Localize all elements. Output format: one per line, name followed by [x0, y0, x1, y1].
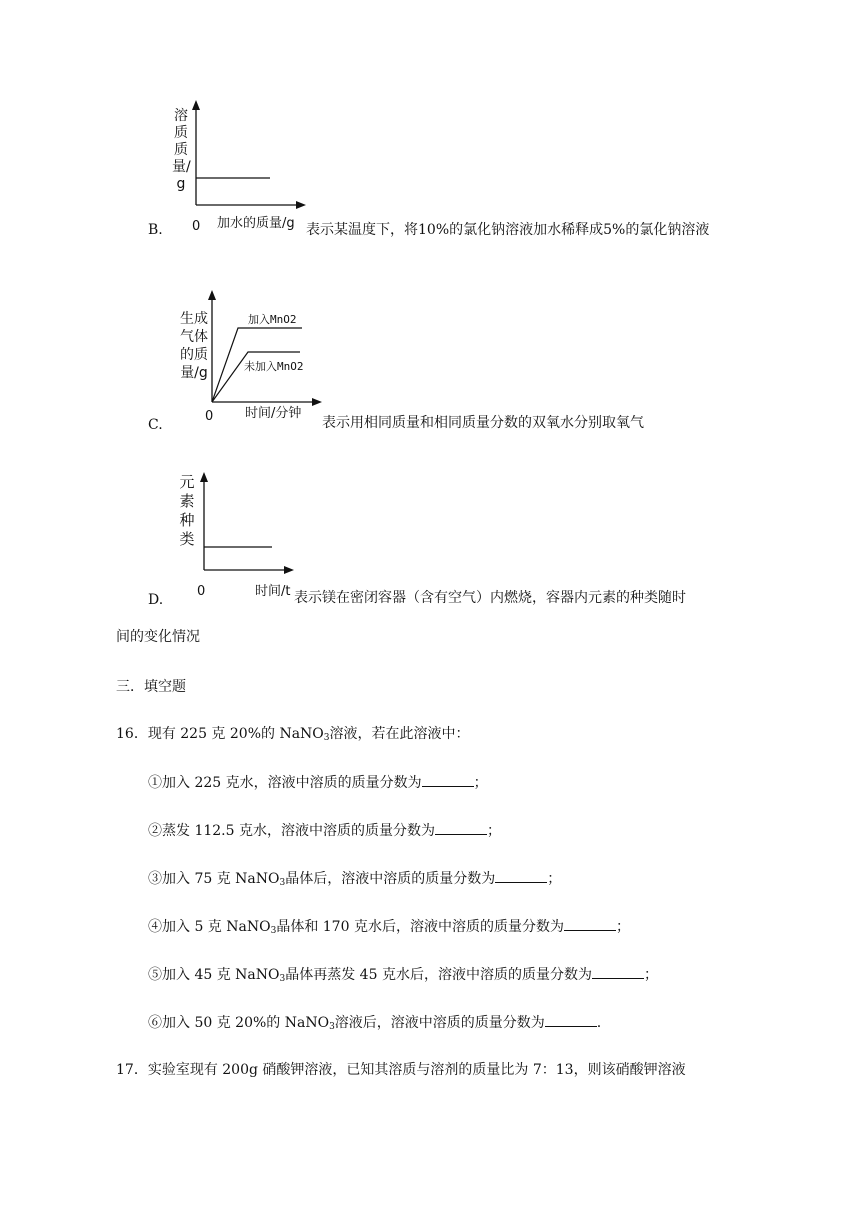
q17-text: 17．实验室现有 200g 硝酸钾溶液，已知其溶质与溶剂的质量比为 7：13，则该硝酸钾溶液: [116, 1062, 686, 1078]
answer-blank[interactable]: [545, 1012, 597, 1027]
c-curve-lower-label: 未加入MnO2: [244, 360, 304, 373]
q16-item-4: ④加入 5 克 NaNO$_3$晶体和 170 克水后，溶液中溶质的质量分数为 ；: [148, 916, 630, 941]
b-origin: 0: [192, 219, 201, 234]
answer-blank[interactable]: [435, 820, 487, 835]
c-origin: 0: [205, 409, 214, 424]
q16-item-3: ③加入 75 克 NaNO$_3$晶体后，溶液中溶质的质量分数为 ；: [148, 868, 561, 893]
q16-item-6: ⑥加入 50 克 20%的 NaNO$_3$溶液后，溶液中溶质的质量分数为 .: [148, 1012, 601, 1037]
q16-item-2: ②蒸发 112.5 克水，溶液中溶质的质量分数为 ；: [148, 820, 501, 841]
answer-blank[interactable]: [495, 868, 547, 883]
q16-item-1: ①加入 225 克水，溶液中溶质的质量分数为 ；: [148, 772, 488, 793]
c-y-axis-label: 生成气体的质量/g: [180, 311, 208, 381]
b-y-axis-label: 溶质质量/g: [172, 108, 191, 192]
q16-stem-sub: 3: [323, 733, 330, 743]
q16-stem-suffix: 溶液，若在此溶液中：: [329, 726, 470, 742]
d-letter: D.: [148, 592, 164, 608]
q16-item-5: ⑤加入 45 克 NaNO$_3$晶体再蒸发 45 克水后，溶液中溶质的质量分数为 ；: [148, 964, 658, 989]
d-y-axis-label: 元素种类: [179, 473, 195, 548]
d-origin: 0: [197, 584, 206, 599]
answer-blank[interactable]: [422, 772, 474, 787]
c-x-axis-label: 时间/分钟: [245, 406, 302, 421]
answer-blank[interactable]: [592, 964, 644, 979]
c-letter: C.: [148, 417, 163, 433]
q16-stem: [116, 724, 470, 748]
b-description: 表示某温度下，将10%的氯化钠溶液加水稀释成5%的氯化钠溶液: [306, 222, 710, 238]
q16-stem-prefix: 16．现有 225 克 20%的 NaNO: [116, 726, 324, 742]
answer-blank[interactable]: [564, 916, 616, 931]
d-description-line2: 间的变化情况: [116, 629, 200, 645]
section-title: 三．填空题: [116, 679, 186, 695]
c-curve-upper-label: 加入MnO2: [248, 313, 297, 326]
d-x-axis-label: 时间/t: [255, 584, 291, 599]
c-description: 表示用相同质量和相同质量分数的双氧水分别取氧气: [322, 415, 644, 431]
b-x-axis-label: 加水的质量/g: [217, 216, 295, 231]
b-letter: B.: [148, 222, 163, 238]
d-description-line1: 表示镁在密闭容器（含有空气）内燃烧，容器内元素的种类随时: [294, 590, 686, 606]
